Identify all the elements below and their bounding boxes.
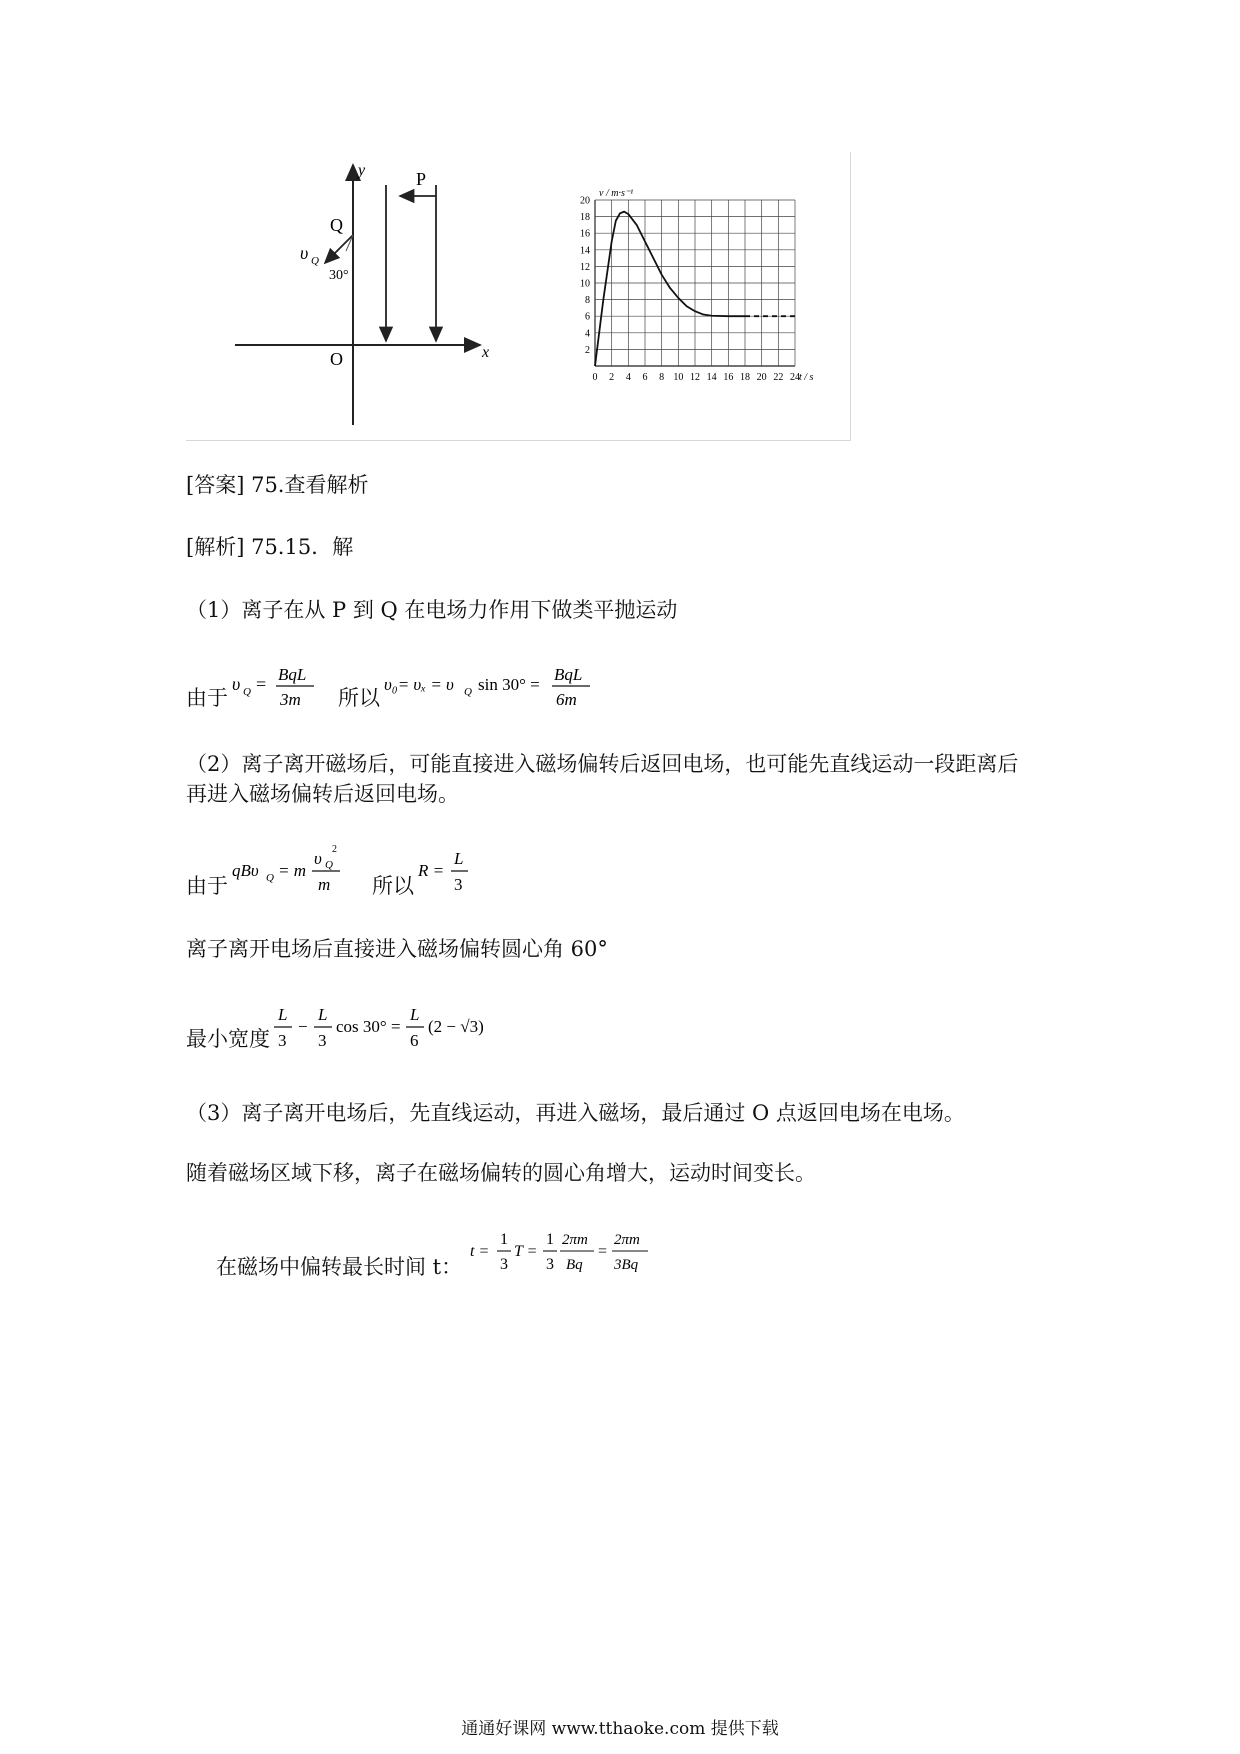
f3-square: 2 [332, 844, 337, 855]
y-tick-label: 2 [585, 344, 590, 356]
f6-d-num: 2πm [614, 1232, 640, 1248]
formula-v0 [382, 660, 602, 720]
f2-den: 6m [556, 690, 577, 709]
f6-a-num: 1 [500, 1231, 508, 1248]
x-tick-label: 14 [706, 372, 717, 383]
f3-left: qBυ [232, 861, 259, 880]
x-tick-label: 4 [625, 372, 631, 383]
f2-left: υ₀= υₓ = υ [384, 675, 454, 694]
y-tick-label: 20 [580, 195, 590, 207]
x-tick-label: 10 [673, 372, 684, 383]
x-axis-title: t / s [799, 372, 814, 383]
f5-b-num: L [318, 1005, 328, 1024]
y-tick-label: 12 [580, 261, 590, 273]
chart-ticks [580, 196, 800, 384]
y-tick-label: 6 [585, 311, 590, 323]
x-tick-label: 8 [659, 372, 665, 383]
f1-sub: Q [243, 686, 251, 698]
f3-num-sub: Q [325, 859, 333, 871]
f5-c-den: 6 [410, 1031, 419, 1050]
formula-min-width [272, 994, 492, 1064]
formula-radius-eq [230, 838, 370, 908]
q-velocity-arrow [325, 235, 353, 263]
answer-line [186, 470, 368, 500]
x-axis-label: x [482, 344, 490, 361]
x-tick-label: 24 [790, 372, 800, 383]
answer-text: 75.查看解析 [251, 473, 369, 497]
y-tick-label: 10 [580, 278, 590, 290]
origin-label: O [330, 349, 343, 369]
answer-bracket: [答案] [186, 473, 245, 497]
x-tick-label: 18 [740, 372, 750, 383]
f5-tail: (2 − √3) [428, 1017, 484, 1036]
f4-den: 3 [454, 875, 463, 894]
f6-t: t = [470, 1243, 490, 1260]
part1-since: 由于 [186, 686, 228, 710]
velocity-sub: Q [311, 255, 319, 267]
f2-mid: sin 30° = [478, 675, 540, 694]
part2-since: 由于 [186, 874, 228, 898]
f6-c-den: Bq [566, 1257, 583, 1273]
y-axis-title: v / m·s⁻¹ [599, 188, 634, 199]
f3-den: m [318, 875, 331, 894]
page-footer: 通通好课网 www.tthaoke.com 提供下载 [461, 1719, 779, 1739]
y-tick-label: 14 [580, 245, 590, 257]
min-width-label: 最小宽度 [186, 1027, 270, 1051]
part2-line1: （2）离子离开磁场后，可能直接进入磁场偏转后返回电场，也可能先直线运动一段距离后 [186, 752, 1019, 776]
f5-cos: cos 30° = [336, 1017, 401, 1036]
f5-b-den: 3 [318, 1031, 327, 1050]
f5-c-num: L [410, 1005, 420, 1024]
formula-r [416, 838, 496, 908]
velocity-curve [595, 212, 745, 366]
f6-eq: = [598, 1243, 608, 1260]
f5-a-den: 3 [278, 1031, 287, 1050]
f2-sub: Q [464, 686, 472, 698]
analysis-line [186, 532, 353, 562]
f6-T: T = [514, 1243, 538, 1260]
y-tick-label: 8 [585, 295, 590, 307]
x-tick-label: 6 [642, 372, 648, 383]
x-tick-label: 16 [723, 372, 734, 383]
field-diagram [230, 155, 510, 435]
part2-line2: 再进入磁场偏转后返回电场。 [186, 782, 459, 806]
part2-so: 所以 [372, 874, 414, 898]
f6-c-num: 2πm [562, 1232, 588, 1248]
f3-sub: Q [266, 872, 274, 884]
y-tick-label: 18 [580, 212, 590, 224]
f6-b-num: 1 [546, 1231, 554, 1248]
x-tick-label: 22 [773, 372, 784, 383]
angle-label: 30° [329, 268, 349, 283]
f5-minus: − [298, 1017, 308, 1036]
f3-mid: = m [278, 861, 306, 880]
f1-left: υ [232, 674, 241, 694]
velocity-time-chart [555, 186, 845, 402]
analysis-text: 75.15．解 [251, 535, 354, 559]
f2-num: BqL [554, 665, 583, 684]
formula-time [468, 1222, 668, 1292]
f1-den: 3m [280, 690, 301, 709]
point-q-label: Q [330, 215, 343, 235]
x-tick-label: 12 [690, 372, 700, 383]
chart-grid [595, 200, 795, 366]
part3-line2: 随着磁场区域下移，离子在磁场偏转的圆心角增大，运动时间变长。 [186, 1161, 816, 1185]
f1-eq: = [256, 674, 267, 694]
f3-num: υ [314, 849, 322, 868]
analysis-bracket: [解析] [186, 535, 245, 559]
f6-d-den: 3Bq [614, 1257, 639, 1273]
f4-num: L [454, 849, 464, 868]
point-p-label: P [416, 169, 427, 189]
part1-line: （1）离子在从 P 到 Q 在电场力作用下做类平抛运动 [186, 598, 678, 622]
part2-line3: 离子离开电场后直接进入磁场偏转圆心角 60° [186, 937, 608, 961]
f4-left: R = [418, 861, 445, 880]
y-tick-label: 16 [580, 228, 590, 240]
f6-a-den: 3 [500, 1256, 508, 1273]
y-axis-label: y [358, 162, 366, 179]
velocity-label: υ [300, 243, 309, 263]
part3-line1: （3）离子离开电场后，先直线运动，再进入磁场，最后通过 O 点返回电场在电场。 [186, 1101, 965, 1125]
f5-a-num: L [278, 1005, 288, 1024]
f1-num: BqL [278, 665, 307, 684]
x-tick-label: 0 [592, 372, 598, 383]
x-tick-label: 2 [609, 372, 615, 383]
part1-so: 所以 [338, 686, 380, 710]
x-tick-label: 20 [756, 372, 767, 383]
part3-longest: 在磁场中偏转最长时间 t： [216, 1255, 463, 1279]
y-tick-label: 4 [585, 328, 590, 340]
f6-b-den: 3 [546, 1256, 554, 1273]
